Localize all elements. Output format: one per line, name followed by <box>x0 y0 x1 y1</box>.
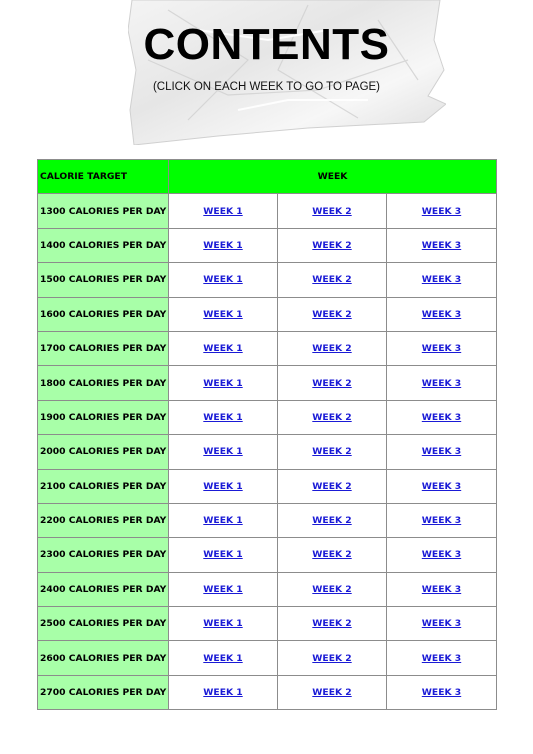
table-row <box>38 538 497 572</box>
week-3-link[interactable]: WEEK 3 <box>421 687 462 699</box>
week-cell <box>278 228 387 262</box>
table-header-row <box>38 160 497 194</box>
week-cell <box>387 366 497 400</box>
week-3-link[interactable]: WEEK 3 <box>421 308 462 320</box>
week-2-link[interactable]: WEEK 2 <box>312 274 352 286</box>
week-cell <box>278 194 387 228</box>
table-row <box>38 194 497 228</box>
page-title: CONTENTS <box>143 20 390 69</box>
table-row <box>38 366 497 400</box>
week-cell <box>387 641 497 675</box>
week-cell <box>387 469 497 503</box>
week-cell <box>278 366 387 400</box>
week-cell <box>169 572 278 606</box>
week-1-link[interactable]: WEEK 1 <box>203 205 243 217</box>
week-3-link[interactable]: WEEK 3 <box>421 652 462 664</box>
week-cell <box>278 469 387 503</box>
week-cell <box>278 641 387 675</box>
week-cell <box>387 503 497 537</box>
week-1-link[interactable]: WEEK 1 <box>203 274 243 286</box>
week-2-link[interactable]: WEEK 2 <box>312 549 352 561</box>
week-1-link[interactable]: WEEK 1 <box>203 377 243 389</box>
week-cell <box>387 194 497 228</box>
week-cell <box>169 641 278 675</box>
week-cell <box>169 228 278 262</box>
calorie-target-cell: 1900 CALORIES PER DAY <box>38 400 169 434</box>
contents-table-body <box>38 194 497 710</box>
calorie-target-cell: 2500 CALORIES PER DAY <box>38 607 169 641</box>
week-3-link[interactable]: WEEK 3 <box>421 205 462 217</box>
week-cell <box>278 607 387 641</box>
week-cell <box>169 675 278 709</box>
week-2-link[interactable]: WEEK 2 <box>312 308 352 320</box>
week-cell <box>387 297 497 331</box>
table-row <box>38 572 497 606</box>
week-cell <box>278 435 387 469</box>
week-cell <box>169 503 278 537</box>
calorie-target-cell: 1300 CALORIES PER DAY <box>38 194 169 228</box>
week-cell <box>169 469 278 503</box>
calorie-target-cell: 1500 CALORIES PER DAY <box>38 263 169 297</box>
week-cell <box>387 400 497 434</box>
table-row <box>38 263 497 297</box>
table-row <box>38 469 497 503</box>
week-1-link[interactable]: WEEK 1 <box>203 480 243 492</box>
week-3-link[interactable]: WEEK 3 <box>421 480 462 492</box>
week-cell <box>278 503 387 537</box>
week-cell <box>387 331 497 365</box>
week-2-link[interactable]: WEEK 2 <box>312 446 352 458</box>
week-1-link[interactable]: WEEK 1 <box>203 239 243 251</box>
table-row <box>38 297 497 331</box>
week-3-link[interactable]: WEEK 3 <box>421 411 462 423</box>
week-cell <box>387 228 497 262</box>
week-2-link[interactable]: WEEK 2 <box>312 343 352 355</box>
calorie-target-cell: 2100 CALORIES PER DAY <box>38 469 169 503</box>
week-2-link[interactable]: WEEK 2 <box>312 652 352 664</box>
week-2-link[interactable]: WEEK 2 <box>312 411 352 423</box>
week-3-link[interactable]: WEEK 3 <box>421 515 462 527</box>
week-1-link[interactable]: WEEK 1 <box>203 446 243 458</box>
week-cell <box>169 194 278 228</box>
calorie-target-cell: 2200 CALORIES PER DAY <box>38 503 169 537</box>
week-1-link[interactable]: WEEK 1 <box>203 652 243 664</box>
week-cell <box>387 435 497 469</box>
table-row <box>38 400 497 434</box>
week-1-link[interactable]: WEEK 1 <box>203 515 243 527</box>
week-cell <box>169 400 278 434</box>
week-3-link[interactable]: WEEK 3 <box>421 239 462 251</box>
week-cell <box>169 331 278 365</box>
week-cell <box>278 400 387 434</box>
calorie-target-cell: 2300 CALORIES PER DAY <box>38 538 169 572</box>
week-1-link[interactable]: WEEK 1 <box>203 687 243 699</box>
table-row <box>38 675 497 709</box>
week-cell <box>387 607 497 641</box>
week-cell <box>278 675 387 709</box>
week-1-link[interactable]: WEEK 1 <box>203 618 243 630</box>
week-cell <box>169 538 278 572</box>
week-1-link[interactable]: WEEK 1 <box>203 343 243 355</box>
week-3-link[interactable]: WEEK 3 <box>421 583 462 595</box>
week-3-link[interactable]: WEEK 3 <box>421 377 462 389</box>
table-row <box>38 331 497 365</box>
week-cell <box>169 297 278 331</box>
calorie-target-cell: 1600 CALORIES PER DAY <box>38 297 169 331</box>
table-row <box>38 503 497 537</box>
week-3-link[interactable]: WEEK 3 <box>421 618 462 630</box>
week-1-link[interactable]: WEEK 1 <box>203 549 243 561</box>
week-2-link[interactable]: WEEK 2 <box>312 583 352 595</box>
week-3-link[interactable]: WEEK 3 <box>421 549 462 561</box>
week-cell <box>278 263 387 297</box>
week-cell <box>169 366 278 400</box>
week-cell <box>278 297 387 331</box>
table-row <box>38 228 497 262</box>
week-3-link[interactable]: WEEK 3 <box>421 343 462 355</box>
week-2-link[interactable]: WEEK 2 <box>312 687 352 699</box>
calorie-target-cell: 1700 CALORIES PER DAY <box>38 331 169 365</box>
week-1-link[interactable]: WEEK 1 <box>203 411 243 423</box>
week-cell <box>387 263 497 297</box>
calorie-target-cell: 2400 CALORIES PER DAY <box>38 572 169 606</box>
table-row <box>38 607 497 641</box>
week-cell <box>387 675 497 709</box>
calorie-target-cell: 1800 CALORIES PER DAY <box>38 366 169 400</box>
calorie-target-cell: 2700 CALORIES PER DAY <box>38 675 169 709</box>
week-2-link[interactable]: WEEK 2 <box>312 618 352 630</box>
week-3-link[interactable]: WEEK 3 <box>421 446 462 458</box>
week-1-link[interactable]: WEEK 1 <box>203 308 243 320</box>
week-cell <box>169 435 278 469</box>
table-row <box>38 641 497 675</box>
week-2-link[interactable]: WEEK 2 <box>312 515 352 527</box>
calorie-target-cell: 2600 CALORIES PER DAY <box>38 641 169 675</box>
week-3-link[interactable]: WEEK 3 <box>421 274 462 286</box>
week-1-link[interactable]: WEEK 1 <box>203 583 243 595</box>
week-cell <box>387 538 497 572</box>
week-cell <box>278 538 387 572</box>
week-cell <box>387 572 497 606</box>
contents-table <box>37 159 497 710</box>
page-subtitle: (CLICK ON EACH WEEK TO GO TO PAGE) <box>152 81 381 93</box>
week-cell <box>169 607 278 641</box>
table-row <box>38 435 497 469</box>
week-2-link[interactable]: WEEK 2 <box>312 480 352 492</box>
week-2-link[interactable]: WEEK 2 <box>312 239 352 251</box>
calorie-target-cell: 2000 CALORIES PER DAY <box>38 435 169 469</box>
week-2-link[interactable]: WEEK 2 <box>312 377 352 389</box>
calorie-target-cell: 1400 CALORIES PER DAY <box>38 228 169 262</box>
week-2-link[interactable]: WEEK 2 <box>312 205 352 217</box>
week-cell <box>169 263 278 297</box>
week-cell <box>278 572 387 606</box>
calorie-target-header: CALORIE TARGET <box>38 160 169 194</box>
week-header: WEEK <box>169 160 497 194</box>
week-cell <box>278 331 387 365</box>
